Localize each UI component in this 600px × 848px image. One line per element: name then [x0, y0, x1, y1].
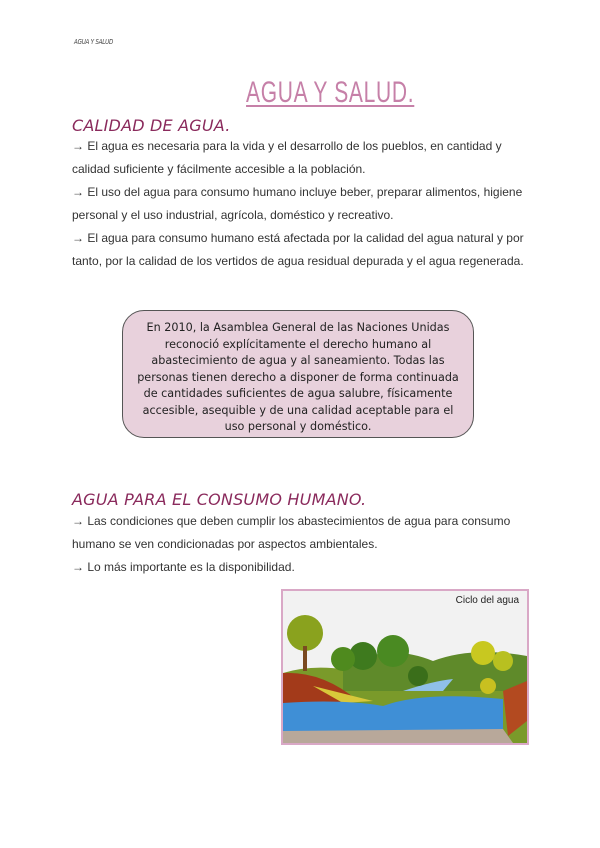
bullet-paragraph: → El agua para consumo humano está afectada por la calidad del agua natural y por tanto, por la calidad de los vertidos de agua residual depurada y el agua regenerada. — [72, 231, 524, 268]
running-header: AGUA Y SALUD — [74, 38, 114, 46]
section-body-consumo — [72, 510, 532, 579]
page-title-wrap — [0, 76, 600, 110]
bullet-paragraph: → El uso del agua para consumo humano incluye beber, preparar alimentos, higiene personal y el uso industrial, agrícola, doméstico y recreativo. — [72, 185, 523, 222]
bullet-paragraph: → El agua es necesaria para la vida y el desarrollo de los pueblos, en cantidad y calidad suficiente y fácilmente accesible a la población. — [72, 139, 502, 176]
section-heading-calidad: CALIDAD DE AGUA. — [72, 116, 231, 135]
section-body-calidad — [72, 135, 532, 273]
callout-box: En 2010, la Asamblea General de las Naciones Unidas reconoció explícitamente el derecho humano al abastecimiento de agua y al saneamiento. Todas las personas tienen derecho a disponer de forma continuada de cantidades suficientes de agua salubre, físicamente accesible, asequible y de una calidad aceptable para el uso personal y doméstico. — [122, 310, 474, 438]
bullet-paragraph: → Las condiciones que deben cumplir los abastecimientos de agua para consumo humano se ven condicionadas por aspectos ambientales. — [72, 514, 511, 551]
section-heading-consumo: AGUA PARA EL CONSUMO HUMANO. — [72, 490, 367, 509]
landscape-illustration — [283, 591, 527, 743]
figure-caption: Ciclo del agua — [455, 595, 519, 606]
bullet-paragraph: → Lo más importante es la disponibilidad. — [72, 560, 295, 574]
water-cycle-figure — [281, 589, 529, 745]
page-title: AGUA Y SALUD. — [245, 76, 415, 109]
